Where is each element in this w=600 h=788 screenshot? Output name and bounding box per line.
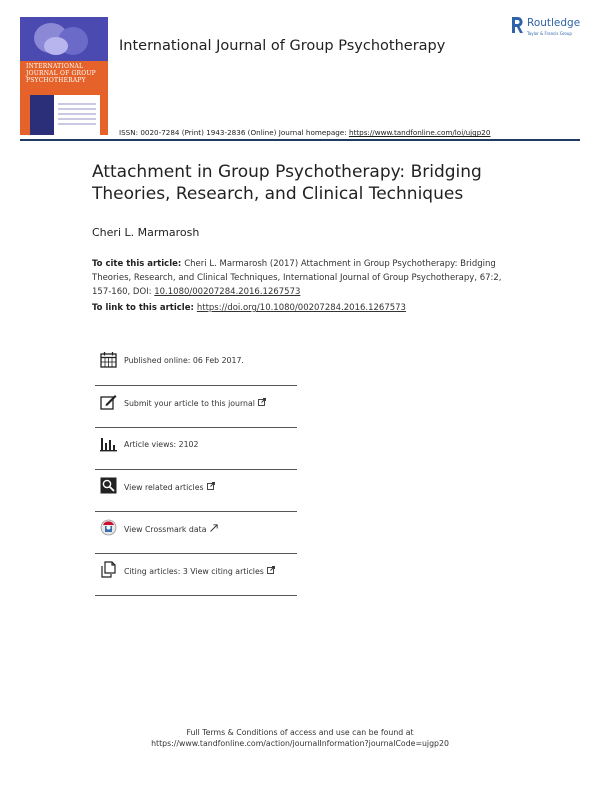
link-label: To link to this article: <box>92 303 197 313</box>
external-link-icon <box>267 566 275 574</box>
header-divider <box>20 139 580 141</box>
terms-text: Full Terms & Conditions of access and use can be found at <box>186 728 414 737</box>
journal-homepage-link[interactable]: https://www.tandfonline.com/loi/ujgp20 <box>348 128 491 137</box>
publisher-tagline: Taylor & Francis Group <box>527 31 572 36</box>
submit-article-link[interactable]: Submit your article to this journal <box>124 398 266 408</box>
submit-article-item[interactable] <box>95 386 297 428</box>
citation-doi-link[interactable]: 10.1080/00207284.2016.1267573 <box>154 287 301 297</box>
crossmark-icon <box>100 519 117 536</box>
published-online-item <box>95 344 297 386</box>
cover-title: INTERNATIONAL JOURNAL OF GROUP PSYCHOTHERAPY <box>26 63 96 84</box>
citing-articles-item[interactable] <box>95 554 297 596</box>
citation-text: Cheri L. Marmarosh (2017) Attachment in Group Psychotherapy: Bridging Theories, Research, and Clinical Techniques, International Journal of Group Psychotherapy, 67:2, 157-160, DOI: <box>92 259 502 297</box>
journal-cover-image <box>20 17 108 135</box>
article-link-line <box>92 303 406 313</box>
external-link-icon <box>207 482 215 490</box>
bar-chart-icon <box>100 435 117 452</box>
cover-panel <box>30 95 100 135</box>
publisher-name: Routledge <box>527 17 581 29</box>
pencil-icon <box>100 393 117 410</box>
article-views-item <box>95 428 297 470</box>
related-articles-item[interactable] <box>95 470 297 512</box>
author-name: Cheri L. Marmarosh <box>92 226 200 239</box>
journal-title[interactable]: International Journal of Group Psychotherapy <box>119 38 446 54</box>
published-online-label: Published online: 06 Feb 2017. <box>124 356 244 365</box>
routledge-r-icon <box>510 16 524 34</box>
article-doi-link[interactable]: https://doi.org/10.1080/00207284.2016.1267573 <box>196 303 406 313</box>
citation-label: To cite this article: <box>92 259 185 269</box>
citing-articles-link[interactable]: Citing articles: 3 View citing articles <box>124 566 275 576</box>
terms-url-link[interactable]: https://www.tandfonline.com/action/journalInformation?journalCode=ujgp20 <box>151 739 449 748</box>
article-info-list <box>95 344 297 596</box>
terms-footer <box>0 727 600 749</box>
citation-block <box>92 257 502 299</box>
external-link-icon <box>210 524 218 532</box>
documents-icon <box>100 561 117 578</box>
related-articles-link[interactable]: View related articles <box>124 482 215 492</box>
crossmark-item[interactable] <box>95 512 297 554</box>
crossmark-link[interactable]: View Crossmark data <box>124 524 218 534</box>
external-link-icon <box>258 398 266 406</box>
magnifier-icon <box>100 477 117 494</box>
routledge-logo[interactable] <box>510 16 590 42</box>
article-views-label: Article views: 2102 <box>124 440 199 449</box>
article-title: Attachment in Group Psychotherapy: Bridging Theories, Research, and Clinical Techniques <box>92 162 482 204</box>
calendar-icon <box>100 351 117 368</box>
issn-line: ISSN: 0020-7284 (Print) 1943-2836 (Online) Journal homepage: https://www.tandfonline.com/loi/ujgp20 <box>119 128 491 137</box>
